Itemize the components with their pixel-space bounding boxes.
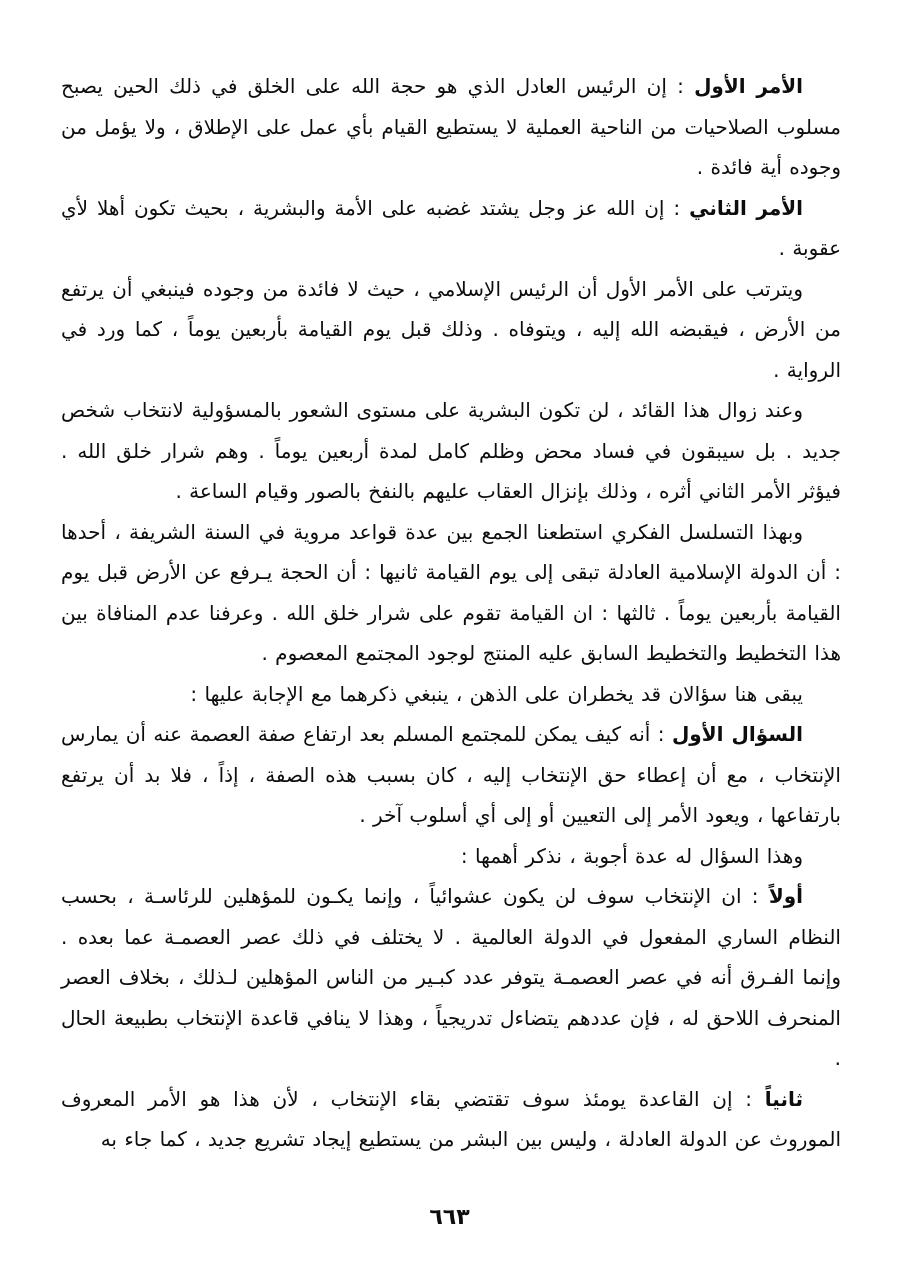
paragraph xyxy=(61,188,841,269)
page-number: ٦٦٣ xyxy=(429,1205,470,1230)
paragraph xyxy=(61,66,841,188)
paragraph xyxy=(61,876,841,1079)
paragraph-text: وبهذا التسلسل الفكري استطعنا الجمع بين عدة قواعد مروية في السنة الشريفة ، أحدها : أن الدولة الإسلامية العادلة تبقى إلى يوم القيامة ثانيها : أن الحجة يـرفع عن الأرض قبل يوم القيامة بأربعين يوماً . ثالثها : ان القيامة تقوم على شرار خلق الله . وعرفنا عدم المنافاة بين هذا التخطيط والتخطيط السابق عليه المنتج لوجود المجتمع المعصوم . xyxy=(61,519,841,665)
paragraph-lead: الأمر الثاني xyxy=(689,195,803,220)
paragraph-text: وعند زوال هذا القائد ، لن تكون البشرية على مستوى الشعور بالمسؤولية لانتخاب شخص جديد . بل سيبقون في فساد محض وظلم كامل لمدة أربعين يوماً . وهم شرار خلق الله . فيؤثر الأمر الثاني أثره ، وذلك بإنزال العقاب عليهم بالنفخ بالصور وقيام الساعة . xyxy=(61,398,841,503)
paragraph xyxy=(61,714,841,836)
paragraph-text: وهذا السؤال له عدة أجوبة ، نذكر أهمها : xyxy=(460,843,803,868)
page-body-text xyxy=(61,66,841,1160)
paragraph-text: يبقى هنا سؤالان قد يخطران على الذهن ، ينبغي ذكرهما مع الإجابة عليها : xyxy=(190,681,803,706)
paragraph-text: ويترتب على الأمر الأول أن الرئيس الإسلامي ، حيث لا فائدة من وجوده فينبغي أن يرتفع من الأرض ، فيقبضه الله إليه ، ويتوفاه . وذلك قبل يوم القيامة بأربعين يوماً ، كما ورد في الرواية . xyxy=(61,276,841,382)
paragraph xyxy=(61,1079,841,1160)
paragraph xyxy=(61,512,841,674)
paragraph xyxy=(61,674,841,715)
paragraph-lead: ثانياً xyxy=(764,1086,803,1111)
paragraph-lead: الأمر الأول xyxy=(694,74,803,98)
paragraph xyxy=(61,836,841,877)
paragraph-text: : إن الله عز وجل يشتد غضبه على الأمة والبشرية ، بحيث تكون أهلا لأي عقوبة . xyxy=(61,195,841,260)
paragraph-lead: أولاً xyxy=(768,884,803,908)
paragraph xyxy=(61,269,841,391)
paragraph-text: : ان الإنتخاب سوف لن يكون عشوائياً ، وإنما يكـون للمؤهلين للرئاسـة ، بحسب النظام الساري المفعول في الدولة العالمية . لا يختلف في ذلك عصر العصمـة عما بعده . وإنما الفـرق أنه في عصر العصمـة يتوفر عدد كبـير من الناس المؤهلين لـذلك ، بخلاف العصر المنحرف اللاحق له ، فإن عددهم يتضاءل تدريجياً ، وهذا لا ينافي قاعدة الإنتخاب بطبيعة الحال . xyxy=(61,884,841,1070)
paragraph-text: : إن القاعدة يومئذ سوف تقتضي بقاء الإنتخاب ، لأن هذا هو الأمر المعروف الموروث عن الدولة العادلة ، وليس بين البشر من يستطيع إيجاد تشريع جديد ، كما جاء به xyxy=(61,1086,841,1151)
paragraph-text: : إن الرئيس العادل الذي هو حجة الله على الخلق في ذلك الحين يصبح مسلوب الصلاحيات من الناحية العملية لا يستطيع القيام بأي عمل على الإطلاق ، ولا يؤمل من وجوده أية فائدة . xyxy=(61,74,841,179)
paragraph-lead: السؤال الأول xyxy=(671,722,803,746)
paragraph xyxy=(61,390,841,512)
paragraph-text: : أنه كيف يمكن للمجتمع المسلم بعد ارتفاع صفة العصمة عنه أن يمارس الإنتخاب ، مع أن إعطاء حق الإنتخاب إليه ، كان بسبب هذه الصفة ، إذاً ، فلا بد أن يرتفع بارتفاعها ، ويعود الأمر إلى التعيين أو إلى أي أسلوب آخر . xyxy=(61,722,841,827)
